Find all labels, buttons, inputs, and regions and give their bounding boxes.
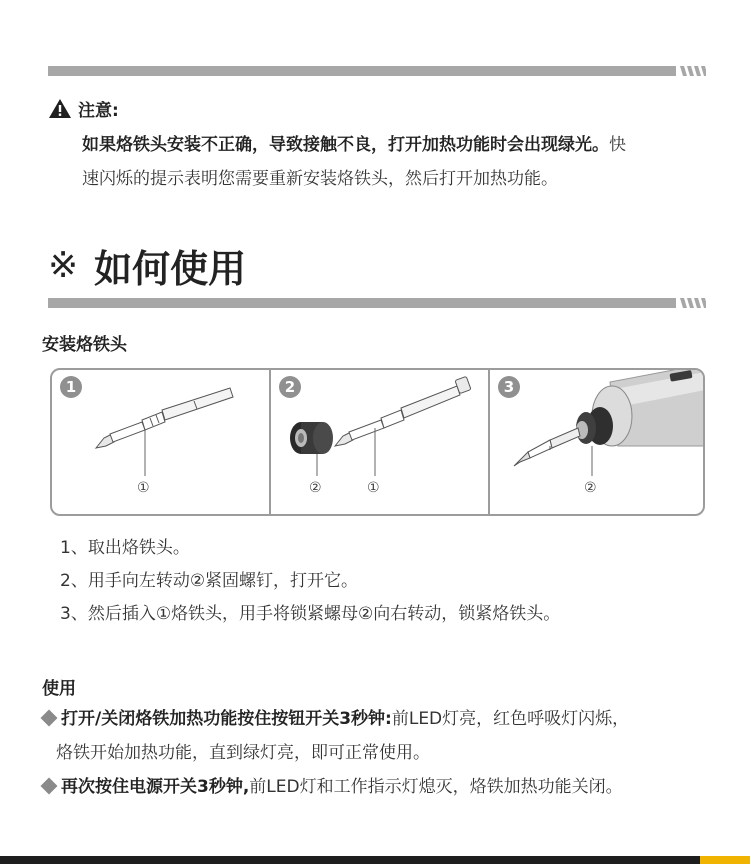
diagram-step-2 <box>271 370 488 514</box>
install-steps <box>60 532 560 631</box>
part-label: ② <box>584 480 597 496</box>
divider-ticks <box>680 66 706 76</box>
install-heading: 安装烙铁头 <box>42 335 127 355</box>
warning-text-part2: 速闪烁的提示表明您需要重新安装烙铁头，然后打开加热功能。 <box>82 169 558 189</box>
warning-text-part1: 快 <box>609 135 626 155</box>
reference-mark-icon: ※ <box>48 245 79 286</box>
step-number-badge: 1 <box>60 376 82 398</box>
diagram-step-3 <box>490 370 705 514</box>
section-divider <box>48 298 704 308</box>
warning-bold-text: 如果烙铁头安装不正确，导致接触不良，打开加热功能时会出现绿光。 <box>82 135 609 155</box>
usage-item <box>40 702 720 736</box>
diamond-bullet-icon <box>41 710 58 727</box>
step-number-badge: 3 <box>498 376 520 398</box>
soldering-tip-drawing <box>52 370 269 514</box>
usage-item <box>40 770 720 804</box>
section-title <box>48 238 246 293</box>
install-diagram-panel <box>50 368 705 516</box>
install-step: 1、取出烙铁头。 <box>60 538 190 558</box>
section-title-text: 如何使用 <box>94 247 247 291</box>
top-divider <box>48 66 704 76</box>
diamond-bullet-icon <box>41 778 58 795</box>
bottom-accent <box>700 856 750 864</box>
warning-text <box>82 128 708 196</box>
usage-heading: 使用 <box>42 679 76 699</box>
install-step: 2、用手向左转动②紧固螺钉，打开它。 <box>60 571 359 591</box>
part-label: ① <box>137 480 150 496</box>
part-label: ② <box>309 480 322 496</box>
usage-item-text: 前LED灯和工作指示灯熄灭，烙铁加热功能关闭。 <box>249 777 623 797</box>
usage-item-text: 前LED灯亮，红色呼吸灯闪烁， <box>391 709 630 729</box>
warning-icon <box>48 98 72 119</box>
step-number-badge: 2 <box>279 376 301 398</box>
divider-ticks <box>680 298 706 308</box>
lock-nut-icon <box>290 422 333 454</box>
usage-item-bold: 打开/关闭烙铁加热功能按住按钮开关3秒钟: <box>61 709 392 729</box>
usage-item-continuation: 烙铁开始加热功能，直到绿灯亮，即可正常使用。 <box>56 743 430 763</box>
diagram-step-1 <box>52 370 269 514</box>
part-label: ① <box>367 480 380 496</box>
usage-item-bold: 再次按住电源开关3秒钟, <box>61 777 250 797</box>
assembled-iron-drawing <box>490 370 705 514</box>
warning-title: 注意: <box>78 101 119 121</box>
warning-header <box>48 96 119 121</box>
bottom-bar <box>0 856 750 864</box>
usage-instructions <box>40 702 720 804</box>
install-step: 3、然后插入①烙铁头，用手将锁紧螺母②向右转动，锁紧烙铁头。 <box>60 604 561 624</box>
